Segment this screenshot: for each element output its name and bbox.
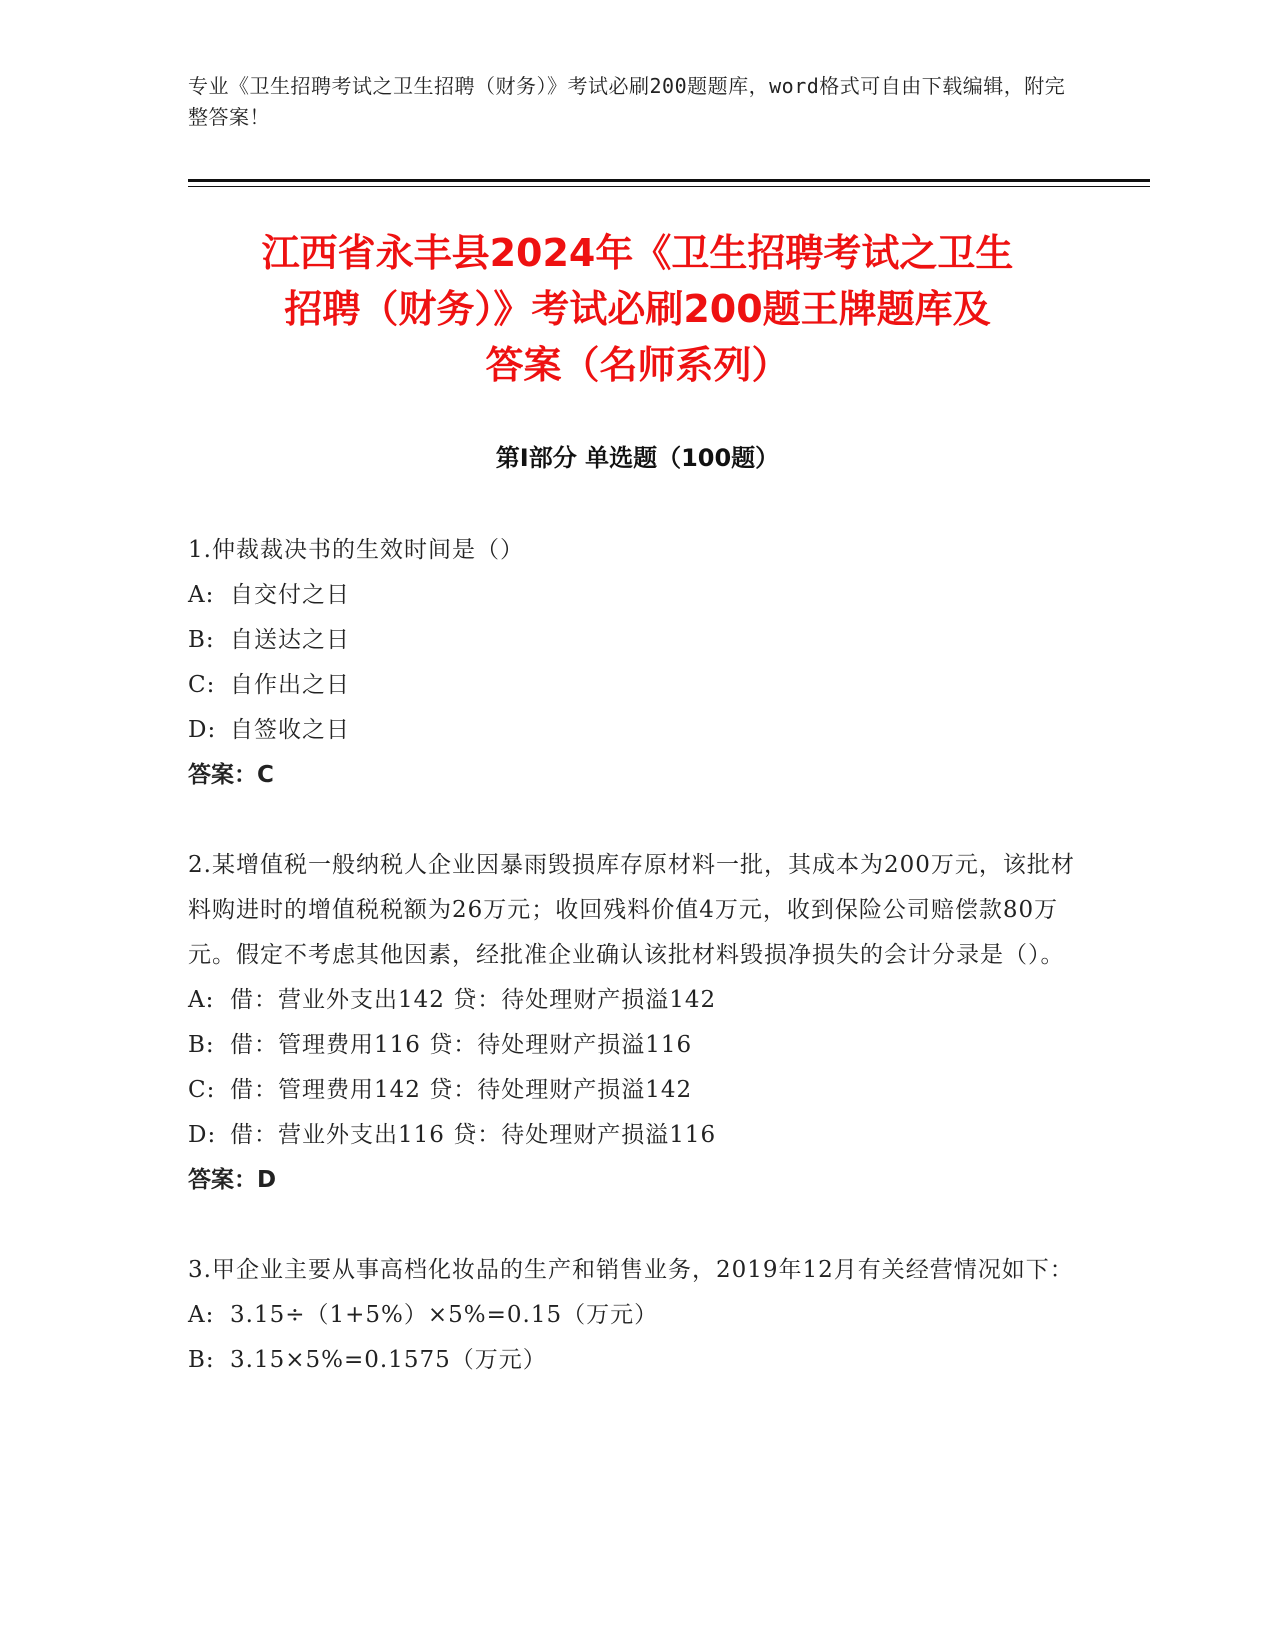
option-a	[188, 1293, 1088, 1338]
title-line: 招聘（财务）》考试必刷200题王牌题库及	[284, 287, 991, 331]
question-list	[188, 528, 1088, 1428]
answer-line: 答案：D	[188, 1167, 277, 1193]
question-stem: 2.某增值税一般纳税人企业因暴雨毁损库存原材料一批，其成本为200万元，该批材料购进时的增值税税额为26万元；收回残料价值4万元，收到保险公司赔偿款80万元。假定不考虑其他因素，经批准企业确认该批材料毁损净损失的会计分录是（）。	[188, 852, 1075, 968]
option-text: 自交付之日	[230, 582, 350, 608]
option-letter: B:	[188, 1347, 215, 1373]
answer-line: 答案：C	[188, 762, 274, 788]
question-2	[188, 843, 1088, 1203]
option-a	[188, 978, 1088, 1023]
section-heading: 第Ⅰ部分 单选题（100题）	[495, 444, 780, 472]
option-text: 借：管理费用142 贷：待处理财产损溢142	[230, 1077, 693, 1103]
title-line: 江西省永丰县2024年《卫生招聘考试之卫生	[261, 231, 1014, 275]
question-stem: 3.甲企业主要从事高档化妆品的生产和销售业务，2019年12月有关经营情况如下：	[188, 1257, 1074, 1283]
option-text: 借：管理费用116 贷：待处理财产损溢116	[230, 1032, 693, 1058]
option-c	[188, 663, 1088, 708]
title-line: 答案（名师系列）	[485, 343, 790, 387]
question-3	[188, 1248, 1088, 1383]
header-note: 专业《卫生招聘考试之卫生招聘（财务）》考试必刷200题题库，word格式可自由下载编辑，附完整答案！	[188, 74, 1066, 129]
header-divider-thin	[188, 186, 1150, 187]
option-b	[188, 1023, 1088, 1068]
option-text: 3.15÷（1+5%）×5%=0.15（万元）	[230, 1302, 659, 1328]
option-d	[188, 708, 1088, 753]
option-letter: A:	[188, 1302, 215, 1328]
option-d	[188, 1113, 1088, 1158]
option-b	[188, 618, 1088, 663]
option-letter: C:	[188, 1077, 216, 1103]
option-a	[188, 573, 1088, 618]
option-letter: B:	[188, 1032, 215, 1058]
header-divider-thick	[188, 179, 1150, 182]
question-stem: 1.仲裁裁决书的生效时间是（）	[188, 537, 524, 563]
option-letter: B:	[188, 627, 215, 653]
option-text: 借：营业外支出142 贷：待处理财产损溢142	[230, 987, 717, 1013]
option-text: 自作出之日	[230, 672, 350, 698]
document-title	[150, 225, 1125, 393]
option-letter: A:	[188, 987, 215, 1013]
option-text: 自签收之日	[230, 717, 350, 743]
option-b	[188, 1338, 1088, 1383]
option-text: 借：营业外支出116 贷：待处理财产损溢116	[230, 1122, 717, 1148]
option-text: 3.15×5%=0.1575（万元）	[230, 1347, 547, 1373]
option-c	[188, 1068, 1088, 1113]
option-letter: D:	[188, 1122, 217, 1148]
option-text: 自送达之日	[230, 627, 350, 653]
option-letter: C:	[188, 672, 216, 698]
option-letter: D:	[188, 717, 217, 743]
question-1	[188, 528, 1088, 798]
option-letter: A:	[188, 582, 215, 608]
